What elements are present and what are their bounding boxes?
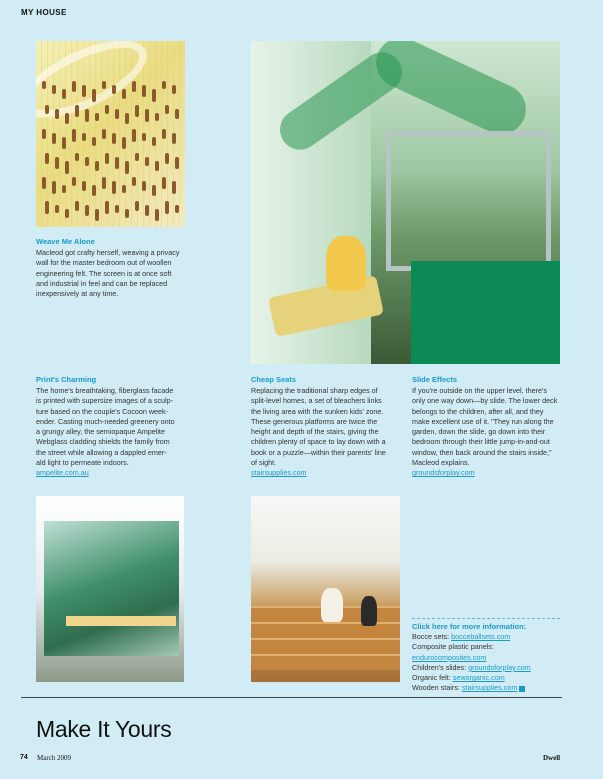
- felt-stripe: [122, 185, 126, 193]
- felt-stripe: [165, 201, 169, 214]
- caption-seats-body: [251, 386, 411, 479]
- felt-stripe: [162, 177, 166, 189]
- info-row: [412, 683, 560, 693]
- felt-stripe: [132, 81, 136, 92]
- caption-line: and industrial in feel and can be replaced: [36, 278, 168, 288]
- seworganic-link[interactable]: seworganic.com: [452, 673, 505, 683]
- garden-slide-photo: [251, 41, 560, 364]
- info-row: [412, 673, 560, 683]
- felt-stripe: [62, 137, 66, 149]
- felt-stripe: [82, 133, 86, 141]
- felt-stripe: [115, 157, 119, 169]
- caption-line: of sight.: [251, 458, 277, 468]
- felt-stripe: [145, 109, 149, 122]
- felt-stripe: [42, 81, 46, 89]
- felt-stripe: [55, 109, 59, 119]
- felt-stripe: [92, 185, 96, 196]
- caption-line: make excellent use of it. "They run along the: [412, 416, 554, 426]
- felt-stripe: [102, 177, 106, 189]
- felt-stripe: [85, 157, 89, 166]
- page-number: 74: [20, 754, 28, 761]
- info-label: Children's slides:: [412, 662, 469, 672]
- felt-stripe: [52, 85, 56, 94]
- felt-stripe: [75, 201, 79, 211]
- felt-stripe: [112, 181, 116, 194]
- felt-stripe: [142, 133, 146, 141]
- groundsforplay-link[interactable]: groundsforplay.com: [412, 468, 475, 478]
- section-heading: Make It Yours: [36, 716, 172, 742]
- felt-stripe: [115, 109, 119, 119]
- caption-weave-title: Weave Me Alone: [36, 237, 95, 246]
- caption-line: ender. Casting much-needed greenery onto: [36, 416, 175, 426]
- caption-line: Macleod explains.: [412, 458, 470, 468]
- caption-line: bedroom through their little jump-in-and-out: [412, 437, 550, 447]
- felt-stripe: [65, 209, 69, 218]
- felt-stripe: [132, 177, 136, 186]
- stairsupplies-info-link[interactable]: stairsupplies.com: [461, 683, 518, 693]
- felt-stripe: [155, 113, 159, 121]
- felt-stripe: [175, 109, 179, 119]
- felt-stripe: [95, 113, 99, 121]
- felt-stripe: [105, 153, 109, 164]
- felt-stripe: [145, 205, 149, 216]
- felt-stripe: [42, 129, 46, 139]
- felt-stripe: [45, 105, 49, 114]
- felt-stripe: [152, 137, 156, 146]
- info-row: [412, 642, 560, 652]
- caption-line: ture based on the couple's Cocoon week-: [36, 406, 169, 416]
- photo-step: [251, 638, 400, 654]
- caption-weave-body: [36, 248, 196, 299]
- felt-stripe: [122, 89, 126, 99]
- caption-line: wall for the master bedroom out of woollen: [36, 258, 172, 268]
- caption-line: height and depth of the stairs, giving the: [251, 427, 379, 437]
- felt-stripe: [52, 181, 56, 194]
- felt-stripe: [135, 201, 139, 211]
- caption-line: book or a puzzle—within their parents' line: [251, 447, 386, 457]
- felt-stripe: [152, 89, 156, 102]
- felt-stripe: [105, 201, 109, 214]
- felt-stripe: [175, 157, 179, 169]
- felt-stripe: [125, 113, 129, 124]
- caption-line: ald light to permeate indoors.: [36, 458, 129, 468]
- felt-stripe: [62, 185, 66, 193]
- caption-line: split-level homes, a set of bleachers links: [251, 396, 382, 406]
- photo-child: [361, 596, 377, 626]
- felt-stripe: [42, 177, 46, 189]
- caption-line: engineering felt. The screen is at once soft: [36, 268, 172, 278]
- caption-line: children plenty of space to lay down with a: [251, 437, 386, 447]
- caption-line: Webglass cladding shields the family from: [36, 437, 170, 447]
- info-row: [412, 663, 560, 673]
- felt-stripe: [45, 201, 49, 214]
- felt-stripe: [62, 89, 66, 99]
- felt-stripe: [165, 105, 169, 114]
- felt-stripe: [172, 181, 176, 194]
- felt-stripe: [112, 133, 116, 144]
- photo-step: [251, 654, 400, 670]
- more-information-box: [412, 618, 560, 694]
- felt-stripe: [65, 113, 69, 124]
- caption-seats-title: Cheap Seats: [251, 375, 297, 384]
- caption-line: If you're outside on the upper level, there's: [412, 386, 547, 395]
- caption-line: the living area with the sunken kids' zone.: [251, 406, 384, 416]
- photo-step: [251, 622, 400, 638]
- photo-window-strip: [66, 616, 176, 626]
- info-label: Organic felt:: [412, 673, 453, 683]
- ampelite-link[interactable]: ampelite.com.au: [36, 468, 89, 478]
- felt-stripe: [145, 157, 149, 166]
- felt-stripe: [115, 205, 119, 213]
- felt-screen-photo: [36, 41, 185, 227]
- felt-stripe: [82, 181, 86, 191]
- photo-leaf-print: [368, 41, 534, 142]
- info-title: Click here for more information:: [412, 622, 527, 631]
- caption-line: is printed with supersize images of a sculp-: [36, 396, 174, 406]
- felt-stripe: [65, 161, 69, 174]
- caption-slide-body: [412, 386, 577, 479]
- felt-stripe: [92, 89, 96, 102]
- felt-stripe: [162, 81, 166, 89]
- felt-stripe: [125, 161, 129, 174]
- caption-prints-body: [36, 386, 196, 479]
- issue-date: March 2009: [37, 754, 72, 762]
- caption-slide-title: Slide Effects: [412, 375, 458, 384]
- felt-stripe: [52, 133, 56, 144]
- felt-stripe: [95, 161, 99, 171]
- felt-stripe: [125, 209, 129, 218]
- section-divider: [21, 697, 562, 698]
- felt-stripe: [95, 209, 99, 221]
- photo-steel-frame: [386, 131, 551, 271]
- felt-stripe: [72, 81, 76, 92]
- caption-line: These generous platforms are twice the: [251, 416, 378, 426]
- felt-stripe: [155, 161, 159, 171]
- felt-stripe: [162, 129, 166, 139]
- felt-stripe: [112, 85, 116, 94]
- caption-line: garden, down the slide, go down into their: [412, 427, 546, 437]
- felt-stripe: [75, 105, 79, 117]
- felt-stripe: [142, 181, 146, 191]
- building-facade-photo: [36, 496, 184, 682]
- caption-line: the street while allowing a dappled emer-: [36, 447, 167, 457]
- end-mark-icon: [519, 686, 525, 692]
- felt-stripe: [75, 153, 79, 161]
- bocceballsets-link[interactable]: bocceballsets.com: [451, 632, 511, 641]
- felt-stripe: [85, 109, 89, 122]
- felt-stripe: [132, 129, 136, 142]
- felt-stripe: [122, 137, 126, 149]
- caption-line: window, then back around the stairs inside,": [412, 447, 552, 457]
- felt-stripe: [72, 177, 76, 186]
- info-label: Composite plastic panels:: [412, 642, 494, 652]
- felt-stripe: [105, 105, 109, 114]
- felt-stripe: [175, 205, 179, 213]
- magazine-brand: Dwell: [543, 754, 561, 762]
- felt-stripe: [72, 129, 76, 142]
- felt-stripe: [82, 85, 86, 97]
- felt-stripe: [172, 85, 176, 94]
- stairsupplies-link[interactable]: stairsupplies.com: [251, 468, 307, 478]
- caption-line: Macleod got crafty herself, weaving a privacy: [36, 248, 180, 257]
- caption-line: Replacing the traditional sharp edges of: [251, 386, 378, 395]
- section-label: MY HOUSE: [21, 8, 67, 17]
- caption-line: inexpensively at any time.: [36, 289, 119, 299]
- photo-green-planter: [411, 261, 560, 364]
- info-label: Bocce sets:: [412, 632, 452, 641]
- felt-stripe: [92, 137, 96, 146]
- info-row: [412, 632, 560, 642]
- caption-line: only one way down—by slide. The lower deck: [412, 396, 558, 406]
- felt-stripe: [135, 105, 139, 117]
- info-label: Wooden stairs:: [412, 683, 462, 693]
- photo-child: [321, 588, 343, 622]
- felt-stripe: [55, 205, 59, 213]
- caption-line: a grungy alley, the semiopaque Ampelite: [36, 427, 165, 437]
- felt-stripe: [55, 157, 59, 169]
- felt-stripe: [102, 129, 106, 139]
- stairs-photo: [251, 496, 400, 682]
- felt-stripe: [152, 185, 156, 196]
- groundsforplay-info-link[interactable]: groundsforplay.com: [468, 662, 531, 672]
- caption-prints-title: Print's Charming: [36, 375, 97, 384]
- caption-line: belongs to the children, after all, and they: [412, 406, 544, 416]
- felt-stripe: [45, 153, 49, 164]
- felt-stripe: [135, 153, 139, 161]
- felt-stripe: [85, 205, 89, 216]
- endurocomposites-link[interactable]: endurocomposites.com: [412, 652, 487, 662]
- photo-child: [326, 236, 366, 291]
- felt-stripe: [155, 209, 159, 221]
- felt-stripe: [102, 81, 106, 89]
- info-row: [412, 653, 560, 663]
- felt-stripe: [142, 85, 146, 97]
- photo-building: [44, 521, 179, 656]
- felt-stripe: [172, 133, 176, 144]
- felt-stripe: [165, 153, 169, 164]
- caption-line: The home's breathtaking, fiberglass facade: [36, 386, 174, 395]
